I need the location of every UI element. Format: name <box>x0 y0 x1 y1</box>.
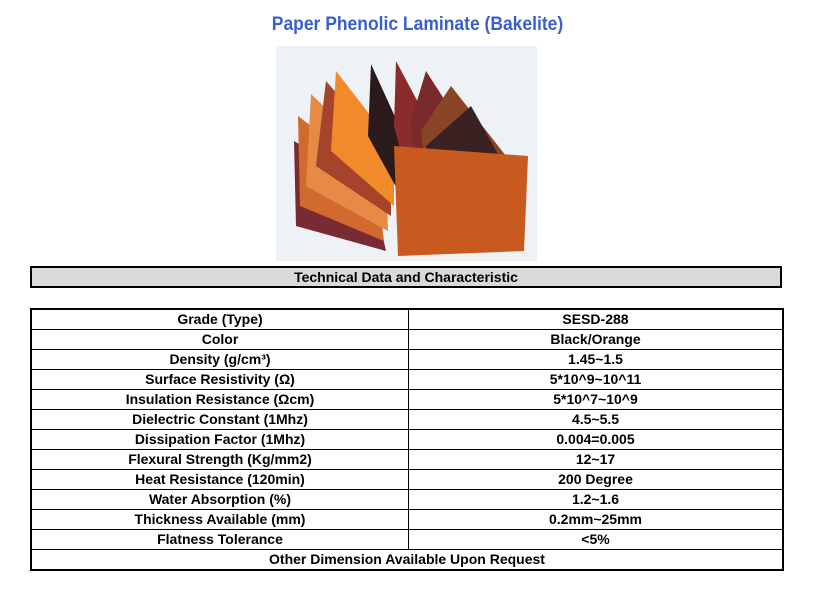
row-label: Water Absorption (%) <box>31 490 409 510</box>
table-row <box>31 470 783 490</box>
laminate-sheets-image <box>276 46 537 261</box>
row-label: Dielectric Constant (1Mhz) <box>31 410 409 430</box>
row-value: 0.004=0.005 <box>409 430 784 450</box>
row-value: 1.2~1.6 <box>409 490 784 510</box>
row-value: 0.2mm~25mm <box>409 510 784 530</box>
table-row <box>31 370 783 390</box>
row-value: 200 Degree <box>409 470 784 490</box>
row-value: Black/Orange <box>409 330 784 350</box>
table-row <box>31 350 783 370</box>
product-photo <box>276 46 537 261</box>
table-row <box>31 510 783 530</box>
table-row <box>31 309 783 330</box>
table-row <box>31 410 783 430</box>
row-value: 1.45~1.5 <box>409 350 784 370</box>
row-label: Flatness Tolerance <box>31 530 409 550</box>
row-value: <5% <box>409 530 784 550</box>
row-label: Surface Resistivity (Ω) <box>31 370 409 390</box>
table-row <box>31 430 783 450</box>
section-header: Technical Data and Characteristic <box>30 266 782 288</box>
row-label: Flexural Strength (Kg/mm2) <box>31 450 409 470</box>
row-label: Grade (Type) <box>31 309 409 330</box>
table-row <box>31 490 783 510</box>
table-row <box>31 450 783 470</box>
table-row <box>31 390 783 410</box>
row-label: Density (g/cm³) <box>31 350 409 370</box>
row-label: Thickness Available (mm) <box>31 510 409 530</box>
table-row <box>31 330 783 350</box>
table-footer-note: Other Dimension Available Upon Request <box>31 550 783 571</box>
row-value: 4.5~5.5 <box>409 410 784 430</box>
row-value: 5*10^7~10^9 <box>409 390 784 410</box>
row-value: 12~17 <box>409 450 784 470</box>
table-row <box>31 530 783 550</box>
row-value: SESD-288 <box>409 309 784 330</box>
row-label: Heat Resistance (120min) <box>31 470 409 490</box>
row-label: Insulation Resistance (Ωcm) <box>31 390 409 410</box>
table-footer-row <box>31 550 783 571</box>
spec-table <box>30 308 784 571</box>
row-label: Color <box>31 330 409 350</box>
row-value: 5*10^9~10^11 <box>409 370 784 390</box>
page-title: Paper Phenolic Laminate (Bakelite) <box>271 14 564 35</box>
row-label: Dissipation Factor (1Mhz) <box>31 430 409 450</box>
